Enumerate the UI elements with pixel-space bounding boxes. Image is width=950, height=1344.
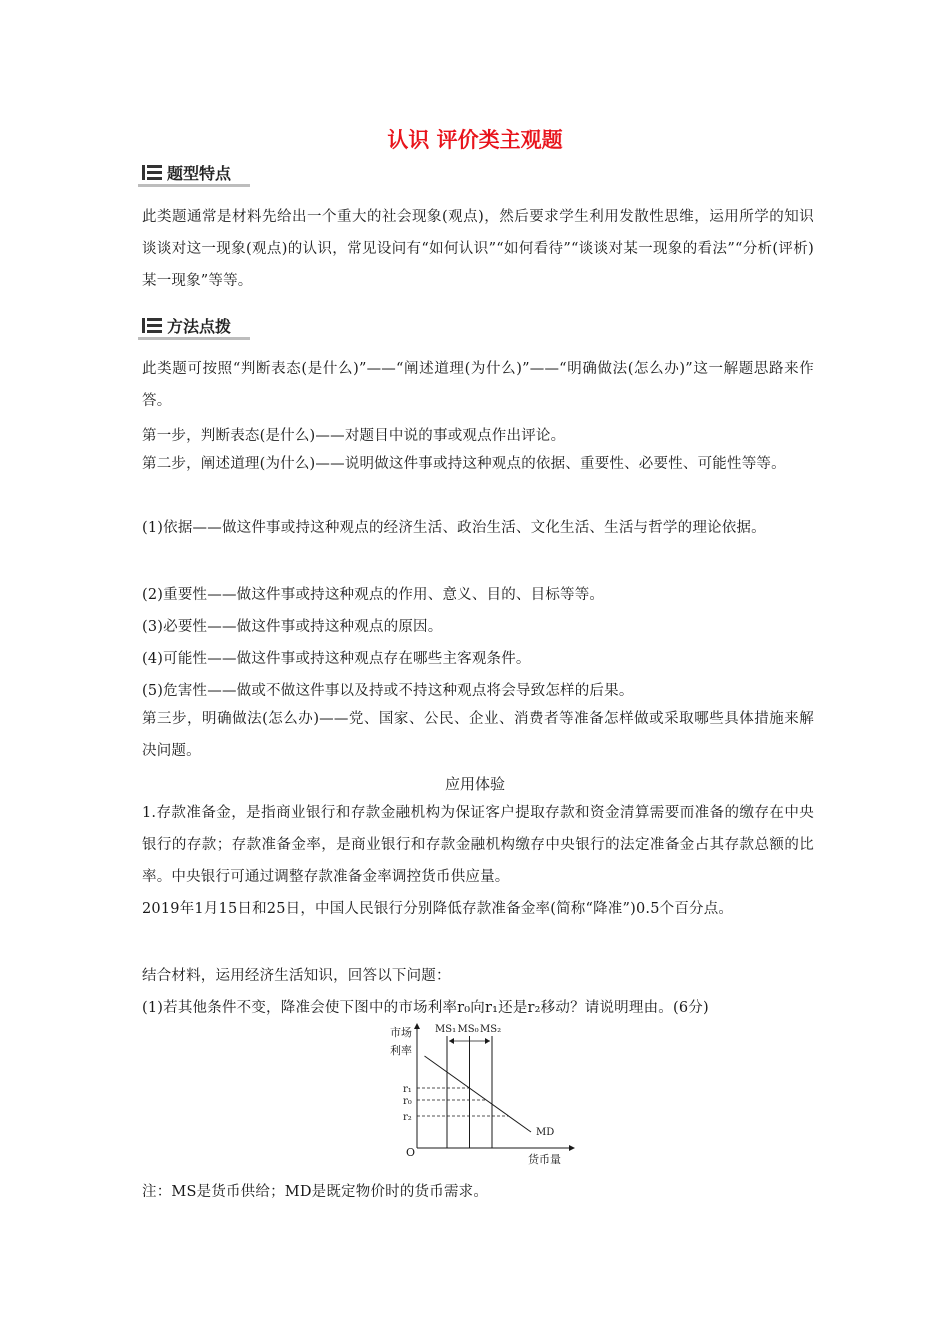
section-title: 方法点拨 bbox=[167, 317, 232, 336]
step-three: 第三步，明确做法(怎么办)——党、国家、公民、企业、消费者等准备怎样做或采取哪些具体措施来解决问题。 bbox=[142, 711, 814, 759]
shift-arrow-left bbox=[449, 1038, 454, 1044]
list-icon bbox=[142, 318, 162, 333]
demand-curve bbox=[425, 1056, 532, 1132]
question-event: 2019年1月15日和25日，中国人民银行分别降低存款准备金率(简称“降准”)0.5个百分点。 bbox=[142, 901, 734, 917]
reason-harm: (5)危害性——做或不做这件事以及持或不持这种观点将会导致怎样的后果。 bbox=[142, 683, 634, 699]
supply-label: MS₂ bbox=[480, 1024, 502, 1035]
x-axis-label: 货币量 bbox=[528, 1153, 561, 1166]
list-icon bbox=[142, 165, 162, 180]
intro-paragraph: 此类题通常是材料先给出一个重大的社会现象(观点)，然后要求学生利用发散性思维，运用所学的知识谈谈对这一现象(观点)的认识，常见设问有“如何认识”“如何看待”“谈谈对某一现象的看法”“分析(评析)某一现象”等等。 bbox=[142, 209, 814, 289]
step-one: 第一步，判断表态(是什么)——对题目中说的事或观点作出评论。 bbox=[142, 428, 566, 444]
reason-necessity: (3)必要性——做这件事或持这种观点的原因。 bbox=[142, 619, 443, 635]
step-two: 第二步，阐述道理(为什么)——说明做这件事或持这种观点的依据、重要性、必要性、可能性等等。 bbox=[142, 456, 786, 472]
question-instruction: 结合材料，运用经济生活知识，回答以下问题： bbox=[142, 968, 451, 984]
supply-label: MS₀ bbox=[457, 1024, 479, 1035]
supply-label: MS₁ bbox=[435, 1024, 457, 1035]
rate-tick-label: r₀ bbox=[403, 1096, 412, 1107]
section-title: 题型特点 bbox=[167, 164, 232, 183]
shift-arrow-right bbox=[485, 1038, 490, 1044]
money-market-chart bbox=[380, 1020, 580, 1170]
rate-tick-label: r₁ bbox=[403, 1084, 412, 1095]
section-underline bbox=[138, 337, 250, 340]
chart-note: 注：MS是货币供给；MD是既定物价时的货币需求。 bbox=[142, 1184, 489, 1200]
page-title: 认识 评价类主观题 bbox=[387, 128, 563, 152]
question-material: 1.存款准备金，是指商业银行和存款金融机构为保证客户提取存款和资金清算需要而准备的缴存在中央银行的存款；存款准备金率，是商业银行和存款金融机构缴存中央银行的法定准备金占其存款总额的比率。中央银行可通过调整存款准备金率调控货币供应量。 bbox=[142, 805, 814, 885]
reason-basis: (1)依据——做这件事或持这种观点的经济生活、政治生活、文化生活、生活与哲学的理论依据。 bbox=[142, 520, 766, 536]
section-underline bbox=[138, 184, 250, 187]
question-sub-1: (1)若其他条件不变，降准会使下图中的市场利率r₀向r₁还是r₂移动？请说明理由。(6分) bbox=[142, 1000, 709, 1016]
y-axis-label: 市场 bbox=[390, 1026, 412, 1039]
reason-importance: (2)重要性——做这件事或持这种观点的作用、意义、目的、目标等等。 bbox=[142, 587, 605, 603]
practice-heading: 应用体验 bbox=[444, 775, 505, 793]
method-intro: 此类题可按照“判断表态(是什么)”——“阐述道理(为什么)”——“明确做法(怎么办)”这一解题思路来作答。 bbox=[142, 361, 814, 409]
origin-label: O bbox=[406, 1146, 416, 1159]
reason-possibility: (4)可能性——做这件事或持这种观点存在哪些主客观条件。 bbox=[142, 651, 531, 667]
y-axis-label: 利率 bbox=[390, 1044, 412, 1057]
demand-label: MD bbox=[536, 1127, 555, 1138]
rate-tick-label: r₂ bbox=[403, 1112, 412, 1123]
